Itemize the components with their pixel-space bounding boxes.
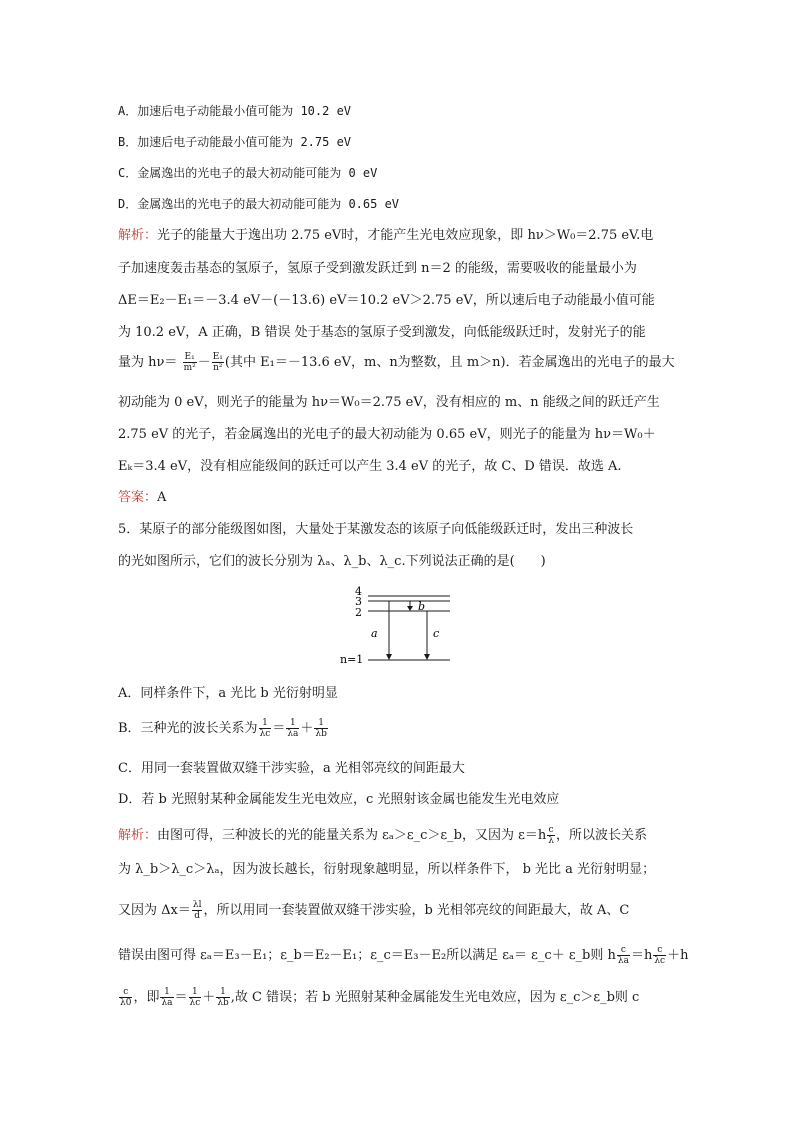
q5-stem-2: 的光如图所示，它们的波长分别为 λₐ、λ_b、λ_c.下列说法正确的是( ): [118, 554, 546, 569]
analysis-line-1: [118, 228, 653, 244]
q5-stem-1: 5．某原子的部分能级图如图，大量处于某激发态的该原子向低能级跃迁时，发出三种波长: [118, 522, 634, 537]
q5-analysis-line-2: 为 λ_b＞λ_c＞λₐ，因为波长越长，衍射现象越明显，所以样条件下， b 光比 a 光衍射明显；: [118, 862, 656, 877]
fraction-1-lb: $\frac{1}{\lambda b}$: [315, 718, 327, 739]
fraction-e1-m2: $\frac{\text{E₁}}{\text{m²}}$: [183, 352, 196, 373]
formula-suffix: (其中 E₁＝－13.6 eV，m、n为整数，且 m＞n)．若金属逸出的光电子的最大: [224, 355, 675, 370]
answer-line: [118, 490, 166, 506]
choice-5a: A．同样条件下，a 光比 b 光衍射明显: [118, 686, 338, 701]
formula-prefix: 量为 hν＝: [118, 355, 178, 370]
level-label-4: 4: [355, 585, 362, 598]
level-label-2: 2: [355, 606, 362, 619]
q5-analysis-line-5: $\frac{c}{\lambda 0}$ ，即 $\frac{1}{\lambda a}$ ＝ $\frac{1}{\lambda c}$ ＋ $\frac{1}{\lambda b}$ ,故 C 错误；若 b 光照射某种金属能发生光电效应，因为 ε_c＞ε_b则 c: [120, 987, 640, 1008]
analysis-label: 解析：: [118, 228, 158, 243]
analysis-line-3: ΔE＝E₂－E₁＝－3.4 eV－(－13.6) eV＝10.2 eV＞2.75 eV，所以速后电子动能最小值可能: [118, 293, 655, 308]
analysis-text: 光子的能量大于逸出功 2.75 eV时，才能产生光电效应现象，即 hν＞W₀＝2.75 eV.电: [157, 228, 654, 243]
fraction-one-lc: $\frac{1}{\lambda c}$: [189, 987, 201, 1008]
fraction-c-la: $\frac{c}{\lambda a}$: [617, 945, 629, 966]
analysis-line-6: 初动能为 0 eV，则光子的能量为 hν＝W₀＝2.75 eV，没有相应的 m、n 能级之间的跃迁产生: [118, 395, 660, 410]
fraction-c-lambda: $\frac{c}{\lambda}$: [548, 825, 554, 846]
fraction-c-l0: $\frac{c}{\lambda 0}$: [120, 987, 132, 1008]
analysis-line-4: 为 10.2 eV，A 正确，B 错误 处于基态的氢原子受到激发，向低能级跃迁时，发射光子的能: [118, 325, 646, 340]
analysis-line-8: Eₖ＝3.4 eV，没有相应能级间的跃迁可以产生 3.4 eV 的光子，故 C、D 错误．故选 A.: [118, 459, 622, 474]
fraction-c-lc: $\frac{c}{\lambda c}$: [654, 945, 666, 966]
fraction-1-la: $\frac{1}{\lambda a}$: [287, 718, 299, 739]
choice-4d: D．金属逸出的光电子的最大初动能可能为 0.65 eV: [118, 197, 400, 211]
energy-level-diagram: [330, 585, 470, 670]
choice-4c: C．金属逸出的光电子的最大初动能可能为 0 eV: [118, 166, 378, 180]
choice-5d: D．若 b 光照射某种金属能发生光电效应，c 光照射该金属也能发生光电效应: [118, 792, 560, 807]
choice-5b-prefix: B．三种光的波长关系为: [118, 721, 258, 736]
fraction-1-lc: $\frac{1}{\lambda c}$: [259, 718, 271, 739]
choice-4b: B．加速后电子动能最小值可能为 2.75 eV: [118, 135, 352, 149]
q5-analysis-label: 解析：: [118, 828, 158, 843]
choice-4a: A．加速后电子动能最小值可能为 10.2 eV: [118, 104, 352, 118]
level-label-1: n=1: [340, 653, 364, 666]
analysis-line-5: 量为 hν＝ $\frac{\text{E₁}}{\text{m²}}$ － $\frac{\text{E₁}}{\text{n²}}$ (其中 E₁＝－13.6 eV，m、n为整数，且 m＞n)．若金属逸出的光电子的最大: [118, 352, 675, 373]
fraction-e1-n2: $\frac{\text{E₁}}{\text{n²}}$: [212, 352, 223, 373]
q5-analysis-line-3: 又因为 Δx＝ $\frac{\lambda l}{d}$ ，所以用同一套装置做双缝干涉实验，b 光相邻亮纹的间距最大，故 A、C: [118, 900, 630, 921]
q5-analysis-line-1: 解析：由图可得，三种波长的光的能量关系为 εₐ＞ε_c＞ε_b，又因为 ε＝h $\frac{c}{\lambda}$ ，所以波长关系: [118, 825, 647, 846]
fraction-one-lb: $\frac{1}{\lambda b}$: [217, 987, 229, 1008]
answer-label: 答案：: [118, 490, 158, 505]
fraction-lambda-l-d: $\frac{\lambda l}{d}$: [192, 900, 202, 921]
level-label-3: 3: [355, 595, 362, 608]
arrow-b-label: b: [418, 600, 426, 613]
arrow-c-head: [424, 654, 430, 660]
choice-5b: B．三种光的波长关系为 $\frac{1}{\lambda c}$ ＝ $\frac{1}{\lambda a}$ ＋ $\frac{1}{\lambda b}$: [118, 718, 327, 739]
analysis-line-2: 子加速度轰击基态的氢原子，氢原子受到激发跃迁到 n＝2 的能级，需要吸收的能量最小为: [118, 261, 637, 276]
arrow-a-label: a: [371, 627, 378, 640]
choice-5c: C．用同一套装置做双缝干涉实验，a 光相邻亮纹的间距最大: [118, 761, 465, 776]
analysis-line-7: 2.75 eV 的光子，若金属逸出的光电子的最大初动能为 0.65 eV，则光子的能量为 hν＝W₀＋: [118, 427, 656, 442]
q5-analysis-line-4: 错误由图可得 εₐ＝E₃－E₁；ε_b＝E₂－E₁；ε_c＝E₃－E₂所以满足 εₐ＝ ε_c＋ ε_b则 h $\frac{c}{\lambda a}$ ＝h $\frac{c}{\lambda c}$ ＋h: [118, 945, 689, 966]
answer-value: A: [157, 490, 167, 505]
arrow-c-label: c: [433, 627, 440, 640]
fraction-one-la: $\frac{1}{\lambda a}$: [161, 987, 173, 1008]
arrow-a-head: [386, 654, 392, 660]
arrow-b-head: [407, 606, 413, 611]
